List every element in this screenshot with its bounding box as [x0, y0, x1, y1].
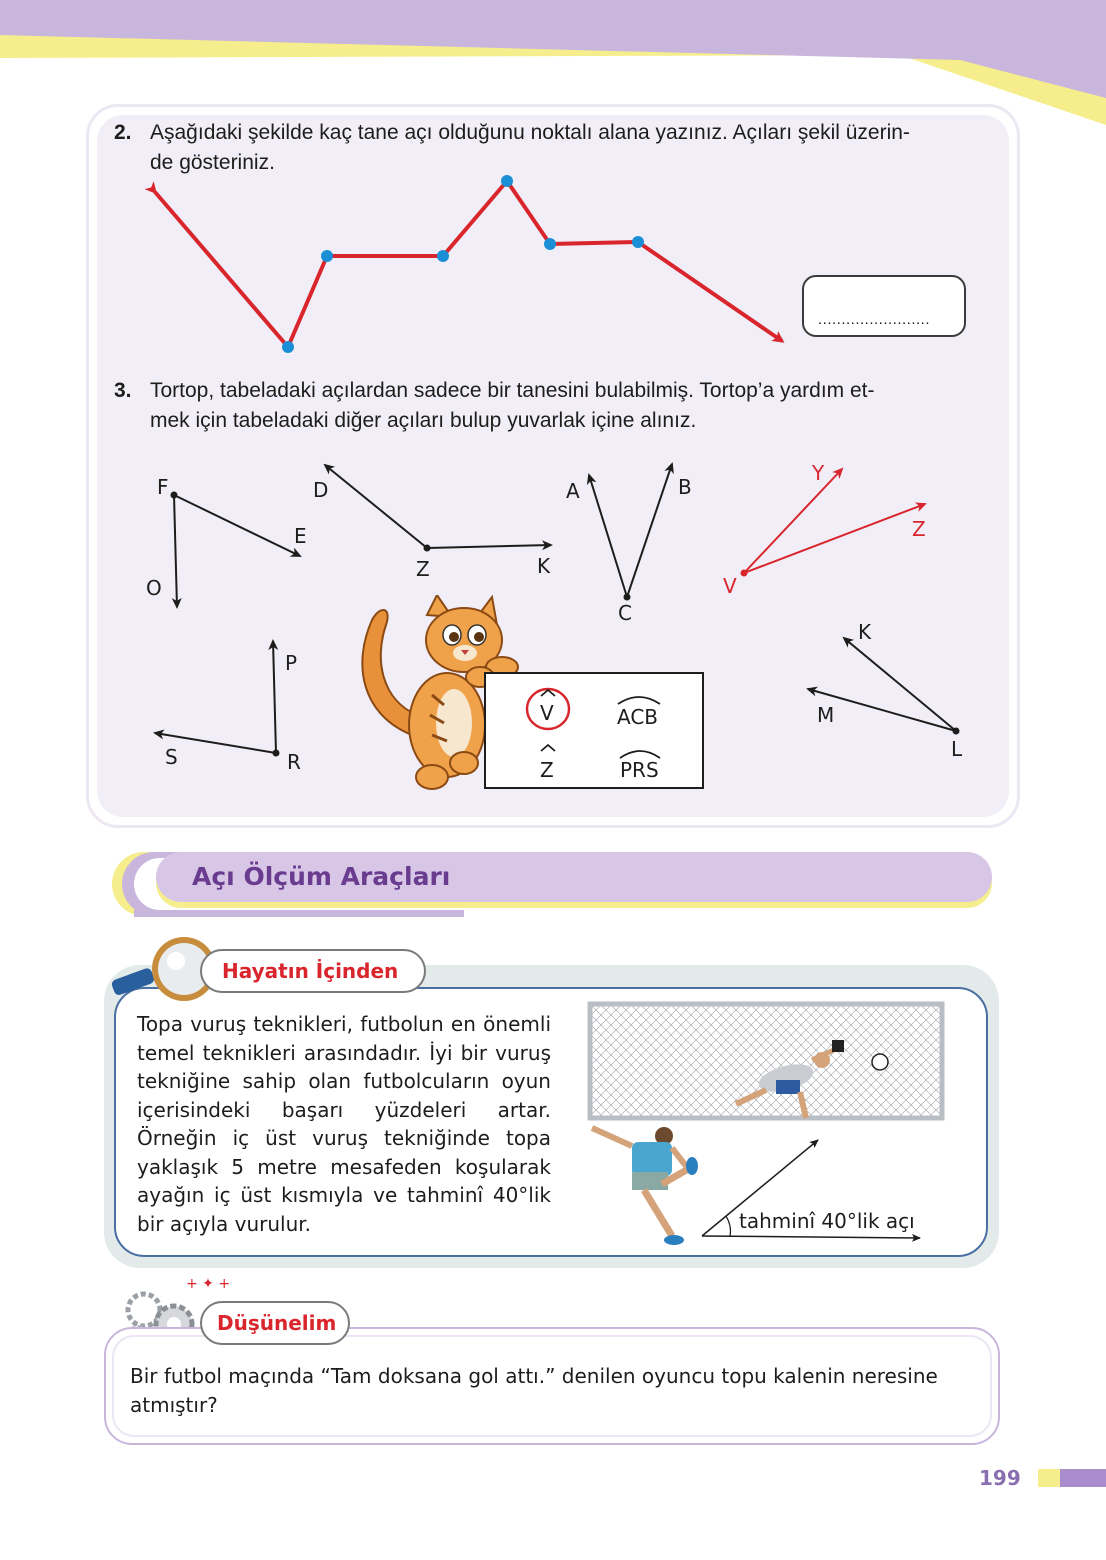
point-label: C — [618, 601, 632, 625]
sign-angle-v: V — [540, 701, 554, 725]
angle-caption: tahminî 40°lik açı — [739, 1209, 915, 1233]
point-label: Z — [912, 517, 926, 541]
point-label: F — [157, 475, 169, 499]
point-label: O — [146, 576, 162, 600]
point-label: Z — [416, 557, 430, 581]
point-label: K — [858, 620, 872, 644]
point-label: K — [537, 554, 551, 578]
think-tag-label: Düşünelim — [217, 1311, 337, 1335]
section-title: Açı Ölçüm Araçları — [192, 862, 451, 891]
footer-bar-yellow — [1038, 1469, 1060, 1487]
svg-text:+ ✦ +: + ✦ + — [186, 1276, 231, 1292]
page-number: 199 — [979, 1466, 1021, 1490]
angle-YVZ — [742, 469, 926, 576]
point-label: L — [951, 737, 963, 761]
question-text: Aşağıdaki şekilde kaç tane açı olduğunu noktalı alana yazınız. Açıları şekil üzerin- — [150, 121, 910, 144]
angle-ray-base — [702, 1236, 920, 1238]
point-label: B — [678, 475, 692, 499]
point-label: E — [294, 524, 307, 548]
soccer-ball — [872, 1054, 888, 1070]
angle-FOE — [172, 493, 301, 608]
sign-hats — [484, 672, 704, 789]
question-number: 3. — [114, 379, 132, 402]
section-header — [112, 852, 992, 918]
goal-net — [590, 1004, 942, 1118]
answer-dots: ........................ — [818, 311, 931, 328]
point-label: M — [817, 703, 835, 727]
question-text: de gösteriniz. — [150, 151, 275, 174]
kicking-player — [592, 1127, 698, 1245]
sign-angle-z: Z — [540, 758, 554, 782]
angle-DZK — [325, 465, 551, 551]
point-label: A — [566, 479, 580, 503]
point-label: S — [165, 745, 178, 769]
header-underline — [134, 910, 464, 917]
point-label: Y — [812, 461, 825, 485]
question-number: 2. — [114, 121, 132, 144]
point-label: R — [287, 750, 301, 774]
question-text: Tortop, tabeladaki açılardan sadece bir tanesini bulabilmiş. Tortop’a yardım et- — [150, 379, 875, 402]
think-tag — [200, 1301, 350, 1345]
life-tag-label: Hayatın İçinden — [222, 959, 399, 983]
question-text: mek için tabeladaki diğer açıları bulup yuvarlak içine alınız. — [150, 409, 697, 432]
point-label: P — [285, 651, 298, 675]
life-tag — [200, 949, 426, 993]
life-text: Topa vuruş teknikleri, futbolun en önemli temel teknikleri arasındadır. İyi bir vuruş tekniğine sahip olan futbolcuların oyun içerisindeki başarı yüzdeleri artar. Örneğin iç üst vuruş tekniğinde topa yaklaşık 5 metre mesafeden koşularak ayağın iç üst kısmıyla ve tahminî 40°lik bir açıyla vurulur. — [137, 1012, 551, 1236]
sign-angle-prs: PRS — [620, 758, 659, 782]
point-label: V — [723, 574, 737, 598]
angle-PRS — [155, 641, 279, 756]
think-text: Bir futbol maçında “Tam doksana gol attı.” denilen oyuncu topu kalenin neresine atmıştır? — [130, 1364, 938, 1417]
footer-bar-purple — [1060, 1469, 1106, 1487]
point-label: D — [313, 478, 329, 502]
angle-ACB — [589, 464, 672, 600]
sign-angle-acb: ACB — [617, 705, 659, 729]
